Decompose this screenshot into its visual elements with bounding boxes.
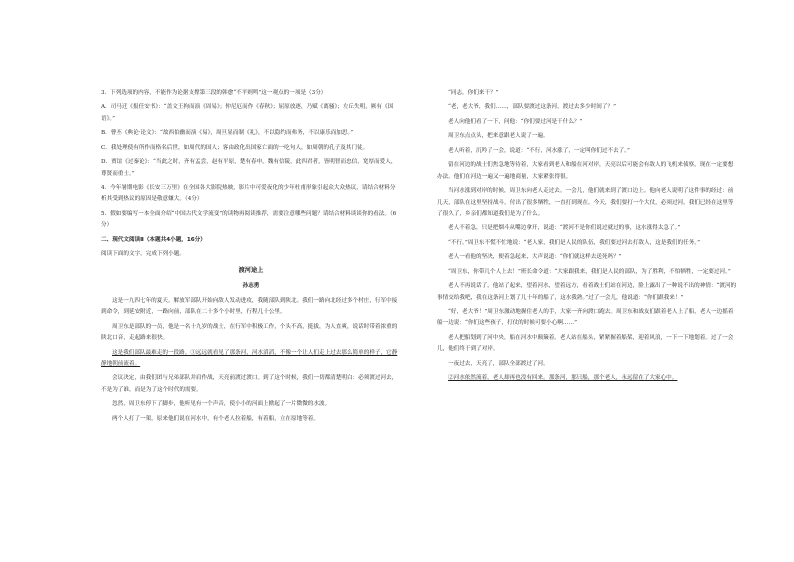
story-author: 孙志勇 [242,282,260,289]
story-paragraph: 当河水涨到对岸的时候，周卫东向老人走过去。一会儿，他们就来到了渡口边上。他向老人说明了这件事的经过：前几天，部队在这里坚持战斗，付出了很多牺牲，一直打到现在。今天，我们要打一个大仗，必须过河。我们已经在这里等了很久了，乡亲们都知道我们是为了什么。 [437,188,734,217]
story-paragraph: “好，老大爷！”周卫东激动地握住老人的手，大家一齐向渡口跑去。周卫东和战友们跟着老人上了船，老人一边摇着船一边说：“你们这些孩子，打仗的时候可要小心啊……” [437,309,734,327]
story-paragraph: 周卫东点点头，把来意跟老人说了一遍。 [448,133,549,140]
story-paragraph-underlined: 这是我们部队最难走的一段路。①远远就看见了那条河，河水滔滔，不像一个让人们走上过去那么简单的样子，它静静地朝前流着。 [101,349,398,367]
right-column [437,88,737,388]
story-paragraph: 这是一九四七年的夏天。解放军部队开始向敌人发动进攻，我随部队到陕北。我们一路向北经过多个村庄，行军中接到命令，到延安附近，一路向前，部队在二十多个小时里，行程几十公里。 [101,297,398,316]
section-heading: 二、现代文阅读Ⅱ（本题共4小题，16分） [101,236,206,243]
story-paragraph-underlined: ②河水依然流着，老人却再也没有回来。那条河，那只船，那个老人，永远留在了大家心中。 [448,375,678,382]
story-paragraph: 老人把船划到了河中央，船在河水中颠簸着。老人站在船头，紧紧握着船桨，迎着风浪，一下一下地划着。过了一会儿，他们终于到了对岸。 [437,334,734,353]
story-paragraph: 会议决定，由我们团与兄弟部队并肩作战，天亮前渡过渡口。到了这个时候，我们一切都清楚明白：必须渡过河去，不是为了谁，而是为了这个时代的需要。 [101,375,398,393]
option-d: D．贾谊《过秦论》：“当此之时，齐有孟尝，赵有平原，楚有春申，魏有信陵，此四君者，皆明智而忠信，宽厚而爱人，尊贤而重士。” [101,159,397,177]
story-paragraph: 老人不再说话了，他站了起来，望着河水，望着远方，看着战士们站在河边，脸上露出了一种说不出的神情：“渡河的事情交给我吧，我在这条河上划了几十年的船了，这水我熟。”过了一会儿，他说道：“你们跟我来！” [437,283,737,301]
left-column [101,88,401,428]
story-paragraph: 一夜过去，天亮了，部队全部渡过了河。 [448,360,549,367]
story-paragraph: 留在河边的战士们焦急地等待着，大家看到老人和船在河对岸，天亮以后可能会有敌人的飞机来侦察，现在一定要想办法。他们在河边一遍又一遍地商量，大家紧张得很。 [437,162,734,180]
question-5: 5．假如要编写一本全面介绍“中国古代文学流变”的读物再阅读推荐，需要注意哪些问题？请结合材料谈谈你的看法。（6分） [101,210,397,229]
story-paragraph: “同志，你们来干？” [448,90,499,96]
story-paragraph: 两个人打了一架，原来他们说在河水中，有个老人拉着船，有着船，立在原地等着。 [112,415,319,422]
story-paragraph: “不行。”周卫东不慌不忙地说：“老人家，我们是人民的队伍，我们要过河去打敌人，这是我们的任务。” [448,239,700,246]
reading-instruction: 阅读下面的文字，完成下列小题。 [101,251,185,258]
option-b: B．曹丕《典论·论文》：“故西伯幽而演《易》，周旦显而制《礼》，不以隐约而弗务，不以康乐而加思。” [101,130,354,137]
story-paragraph: “老，老大爷，我们……，部队要渡过这条河，渡过去多少时间了？” [448,104,616,111]
story-paragraph: “周卫东，你带几个人上去！”班长命令道：“大家跟我来，我们是人民的部队，为了胜利，不怕牺牲，一定要过河。” [448,268,731,275]
question-3: 3．下列选项的内容，不能作为论据支撑第三段的韩愈“不平则鸣”这一观点的一项是（3分） [101,90,327,96]
story-paragraph: 老人听着，沉吟了一会，说道：“不行，河水涨了，一定叫你们过不去了。” [448,147,630,154]
story-paragraph: 周卫东是部队的一员，他是一名十九岁的战士，在行军中积极工作，个头不高，挺拔，为人直爽，说话时带着浓重的陕北口音，走起路来很快。 [101,323,398,342]
story-paragraph: 忽然，周卫东停下了脚步，他听见有一个声音，使小小的河面上掀起了一片微微的水波。 [112,401,331,408]
option-a: A．司马迁《报任安书》：“盖文王拘而演《周易》；仲尼厄而作《春秋》；屈原放逐，乃赋《离骚》；左丘失明，厥有《国语》。” [101,104,394,122]
story-title: 渡河途上 [238,267,264,275]
question-4: 4．今年暑期电影《长安三万里》在全国各大影院热映，影片中可爱夜化的少年杜甫形象引起众大众热议，请结合材料分析其受到热议的原因是敬意嫌大。（4分） [101,185,396,203]
story-paragraph: 老人向他们看了一下，问他：“你们要过河是干什么？” [448,118,583,125]
story-paragraph: 老人一看他的坚决，便着急起来，大声说道：“你们就这样去送死吗？” [448,254,622,261]
option-c: C．我处理使有所作而格名后世，如周代的国人；客由政化出国家亡面的一吃句人，如周朝的孔子及其门徒。 [101,144,369,151]
story-paragraph: 老人不着急，只是把烟斗从嘴边拿开，说道：“渡河不是你们说过就过的事，这水涨得太急了。” [448,225,681,232]
